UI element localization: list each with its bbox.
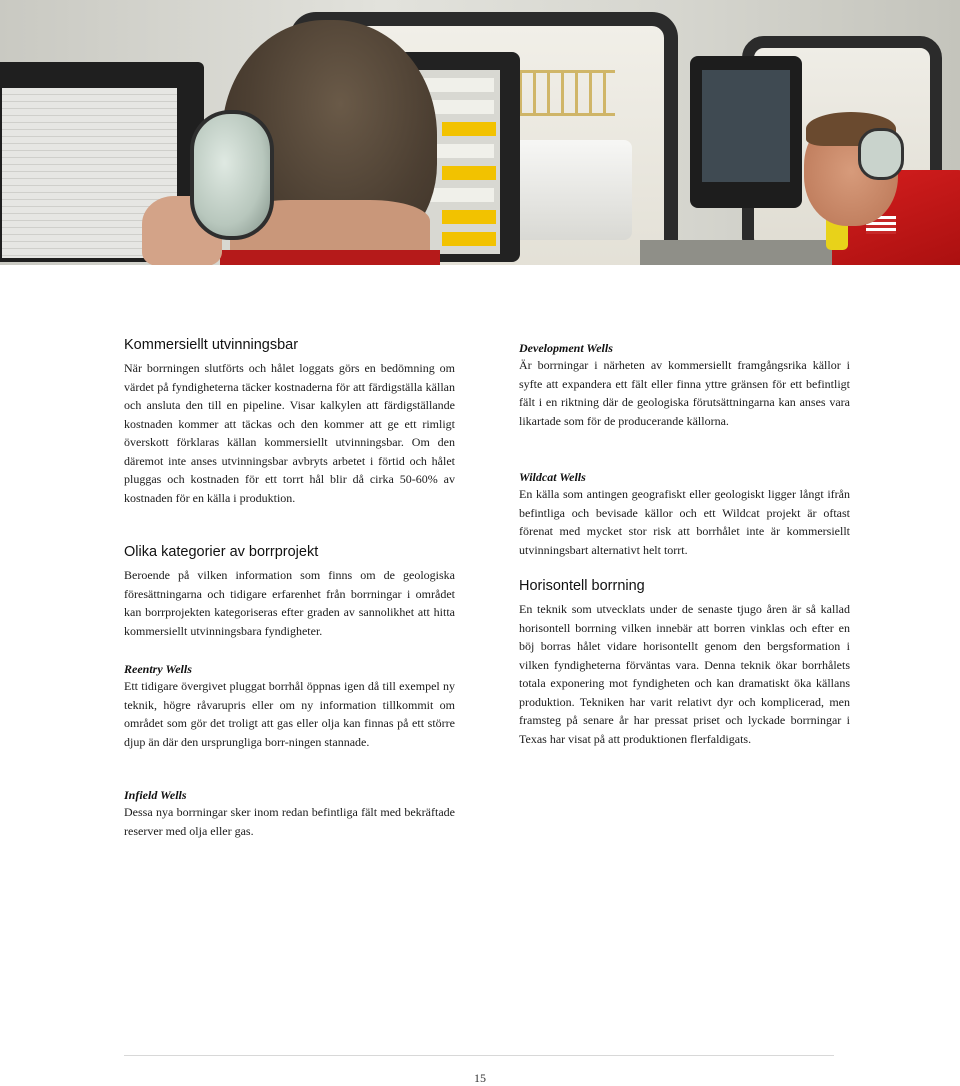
heading-reentry: Reentry Wells bbox=[124, 662, 192, 676]
heading-infield: Infield Wells bbox=[124, 788, 187, 802]
page-number: 15 bbox=[474, 1071, 486, 1085]
monitor-right bbox=[690, 56, 802, 208]
paragraph-wildcat: En källa som antingen geografiskt eller geologiskt ligger långt ifrån befintliga och bevisade källor och ett Wildcat projekt är oftast förenat med mycket stor risk att borrhålet inte är kommersiellt utvinningsbart alternativt helt torrt. bbox=[519, 487, 850, 557]
header-photo bbox=[0, 0, 960, 265]
heading-kommersiellt: Kommersiellt utvinningsbar bbox=[124, 337, 299, 353]
paragraph-kommersiellt: När borrningen slutförts och hålet loggats görs en bedömning om värdet på fyndigheterna täcker kostnaderna för att färdigställa källan och ansluta den till en pipeline. Visar kalkylen att färdigställande kostnaden kommer att täckas och den kommer att ge ett rimligt överskott förklaras källan kommersiellt utvinningsbar. Om den däremot inte anses utvinningsbar avbryts arbetet i förtid och hålet pluggas och kostnaden för ett torrt hål blir då cirka 50-60% av kostnaden för en källa i produktion. bbox=[124, 361, 455, 505]
footer-rule bbox=[124, 1055, 834, 1056]
paragraph-kategorier: Beroende på vilken information som finns om de geologiska föresättningarna och tidigare erfarenhet från borrningar i området kan borrprojekten kategoriseras efter graden av sannolikhet att hitta kommersiellt utvinningsbara fyndigheter. bbox=[124, 568, 455, 638]
paragraph-horisontell: En teknik som utvecklats under de senaste tjugo åren är så kallad horisontell borrning vilken innebär att borren vinklas och efter en böj borras hålet vidare horisontellt genom den bergsformation i vilken fyndigheterna förväntas vara. Denna teknik ökar borrhålets totala exponering mot fyndigheten och kan dramatiskt öka källans produktion. Tekniken har varit relativt dyr och komplicerad, men framsteg på senare år har pressat priset och lyckade borrningar i Texas har visat på att produktionen flerfaldigats. bbox=[519, 602, 850, 746]
paragraph-reentry: Ett tidigare övergivet pluggat borrhål öppnas igen då till exempel ny teknik, högre råvarupris eller om ny information tillkommit om området som gör det troligt att gas eller olja kan finnas på ett större djup än där den ursprungliga borr-ningen stannade. bbox=[124, 679, 455, 749]
heading-wildcat: Wildcat Wells bbox=[519, 470, 586, 484]
heading-development: Development Wells bbox=[519, 341, 613, 355]
paragraph-infield: Dessa nya borrningar sker inom redan befintliga fält med bekräftade reserver med olja eller gas. bbox=[124, 805, 455, 838]
heading-horisontell: Horisontell borrning bbox=[519, 578, 645, 594]
headset-icon-right bbox=[858, 128, 904, 180]
headset-icon bbox=[190, 110, 274, 240]
paragraph-development: Är borrningar i närheten av kommersiellt framgångsrika källor i syfte att expandera ett fält eller finna yttre gränsen för ett befintligt fält i en riktning där de geologiska förutsättningarna kan anses vara likartade som för de producerande källorna. bbox=[519, 358, 850, 428]
heading-kategorier: Olika kategorier av borrprojekt bbox=[124, 544, 319, 560]
